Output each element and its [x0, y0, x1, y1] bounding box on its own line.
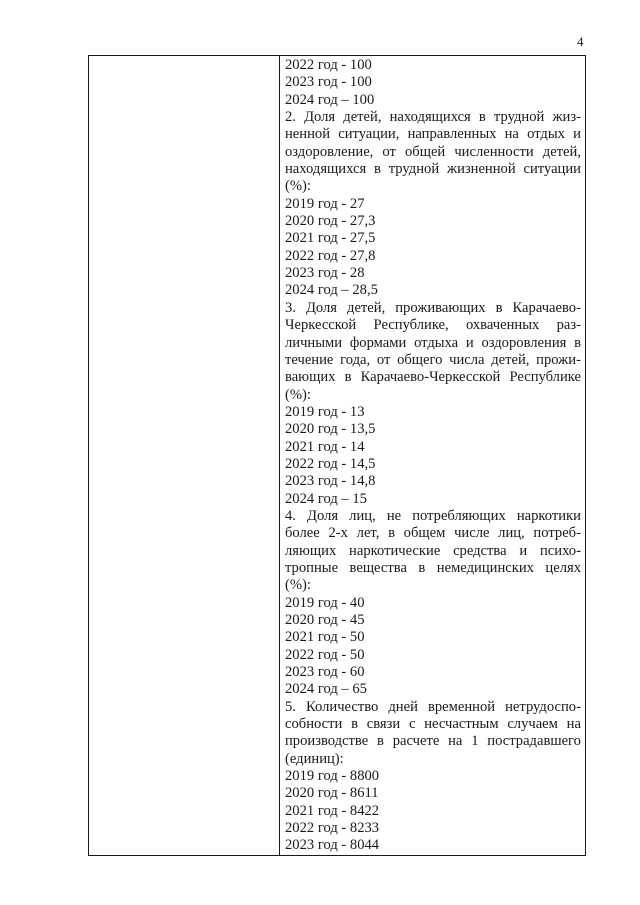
text-line: 5. Количество дней временной нетрудоспо- — [285, 698, 581, 715]
text-line: 2019 год - 8800 — [285, 768, 380, 785]
text-line: ляющих наркотические средства и психо- — [285, 542, 581, 559]
text-line: 2022 год - 8233 — [285, 820, 380, 837]
text-line: 4. Доля лиц, не потребляющих наркотики — [285, 507, 581, 524]
page-number: 4 — [577, 34, 584, 49]
text-line: 2024 год – 15 — [285, 490, 367, 507]
text-line: 2020 год - 13,5 — [285, 421, 376, 438]
text-line: 2023 год - 60 — [285, 664, 365, 681]
indicator-values-cell — [285, 57, 581, 855]
text-line: (%): — [285, 178, 311, 195]
text-line: 2023 год - 28 — [285, 265, 365, 282]
text-line: 2021 год - 50 — [285, 629, 365, 646]
text-line: 2023 год - 14,8 — [285, 473, 376, 490]
text-line: тропные вещества в немедицинских целях — [285, 559, 581, 576]
text-line: 2020 год - 45 — [285, 612, 365, 628]
text-line: течение года, от общего числа детей, прожи- — [285, 351, 581, 368]
text-line: оздоровление, от общей численности детей, — [285, 143, 581, 160]
text-line: более 2-х лет, в общем числе лиц, потреб- — [285, 525, 581, 542]
text-line: находящихся в трудной жизненной ситуации — [285, 161, 581, 178]
text-line: 2020 год - 8611 — [285, 785, 379, 802]
text-line: 2021 год - 27,5 — [285, 230, 376, 247]
text-line: 3. Доля детей, проживающих в Карачаево- — [285, 299, 581, 316]
indicators-table — [88, 55, 586, 856]
text-line: личными формами отдыха и оздоровления в — [285, 334, 581, 351]
text-line: (единиц): — [285, 750, 344, 767]
text-line: 2021 год - 8422 — [285, 802, 380, 819]
text-line: Черкесской Республике, охваченных раз- — [285, 317, 581, 334]
text-line: 2019 год - 40 — [285, 594, 365, 611]
text-line: 2024 год – 65 — [285, 681, 367, 698]
text-line: 2024 год – 100 — [285, 91, 375, 108]
text-line: (%): — [285, 386, 311, 403]
text-line: (%): — [285, 577, 311, 594]
column-divider — [279, 56, 280, 855]
text-line: 2024 год – 28,5 — [285, 282, 378, 299]
text-line: 2019 год - 27 — [285, 195, 365, 212]
text-line: ненной ситуации, направленных на отдых и — [285, 126, 581, 143]
text-line: 2019 год - 13 — [285, 403, 365, 420]
text-line: 2022 год - 100 — [285, 57, 372, 73]
text-line: производстве в расчете на 1 пострадавшего — [285, 733, 581, 750]
text-line: 2021 год - 14 — [285, 438, 365, 455]
text-line: 2023 год - 8044 — [285, 837, 380, 854]
text-line: 2. Доля детей, находящихся в трудной жиз- — [285, 109, 581, 126]
text-line: 2020 год - 27,3 — [285, 213, 376, 230]
text-line: 2022 год - 14,5 — [285, 455, 376, 472]
text-line: 2022 год - 50 — [285, 646, 365, 663]
text-line: 2022 год - 27,8 — [285, 247, 376, 264]
text-line: вающих в Карачаево-Черкесской Республике — [285, 369, 581, 386]
text-line: собности в связи с несчастным случаем на — [285, 716, 581, 733]
text-line: 2023 год - 100 — [285, 74, 372, 91]
